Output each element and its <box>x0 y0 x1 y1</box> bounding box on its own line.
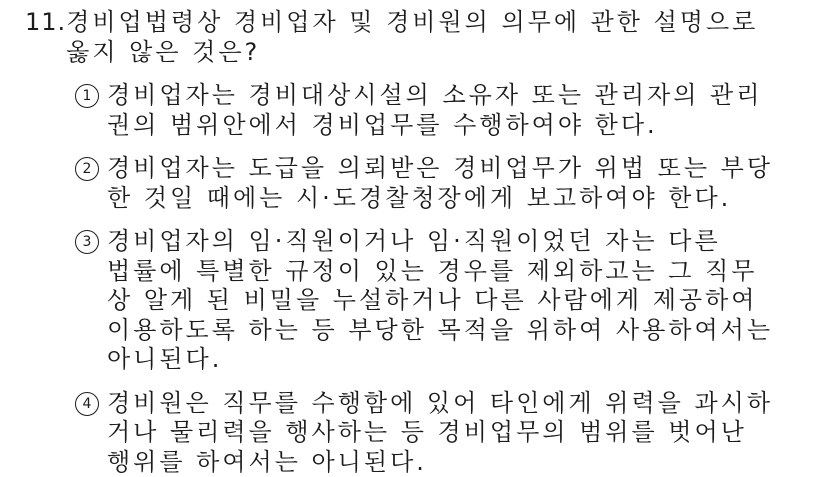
option-text-line: 거나 물리력을 행사하는 등 경비업무의 범위를 벗어난 <box>107 418 773 448</box>
question-text-line: 옳지 않은 것은? <box>66 38 758 68</box>
option-row-4[interactable] <box>75 389 826 477</box>
option-text <box>107 227 773 375</box>
option-text-line: 행위를 하여서는 아니된다. <box>107 448 773 477</box>
option-text-line: 경비원은 직무를 수행함에 있어 타인에게 위력을 과시하 <box>107 389 773 419</box>
option-text <box>107 154 773 213</box>
option-row-1[interactable] <box>75 81 826 140</box>
option-text-line: 경비업자의 임·직원이거나 임·직원이었던 자는 다른 <box>107 227 773 257</box>
option-text-line: 상 알게 된 비밀을 누설하거나 다른 사람에게 제공하여 <box>107 286 773 316</box>
option-text-line: 법률에 특별한 규정이 있는 경우를 제외하고는 그 직무 <box>107 257 773 287</box>
option-text-line: 아니된다. <box>107 345 773 375</box>
option-marker-circled-digit[interactable]: 1 <box>75 84 99 108</box>
question-number: 11. <box>25 8 66 38</box>
option-text-line: 경비업자는 도급을 의뢰받은 경비업무가 위법 또는 부당 <box>107 154 773 184</box>
question-text-line: 경비업법령상 경비업자 및 경비원의 의무에 관한 설명으로 <box>66 8 758 38</box>
option-text-line: 경비업자는 경비대상시설의 소유자 또는 관리자의 관리 <box>107 81 762 111</box>
option-text <box>107 81 762 140</box>
question-block <box>0 8 826 67</box>
option-row-2[interactable] <box>75 154 826 213</box>
option-marker-circled-digit[interactable]: 2 <box>75 157 99 181</box>
option-text-line: 권의 범위안에서 경비업무를 수행하여야 한다. <box>107 111 762 141</box>
option-row-3[interactable] <box>75 227 826 375</box>
option-text <box>107 389 773 477</box>
option-text-line: 한 것일 때에는 시·도경찰청장에게 보고하여야 한다. <box>107 184 773 214</box>
option-text-line: 이용하도록 하는 등 부당한 목적을 위하여 사용하여서는 <box>107 316 773 346</box>
question-text <box>66 8 758 67</box>
option-marker-circled-digit[interactable]: 3 <box>75 230 99 254</box>
option-marker-circled-digit[interactable]: 4 <box>75 392 99 416</box>
